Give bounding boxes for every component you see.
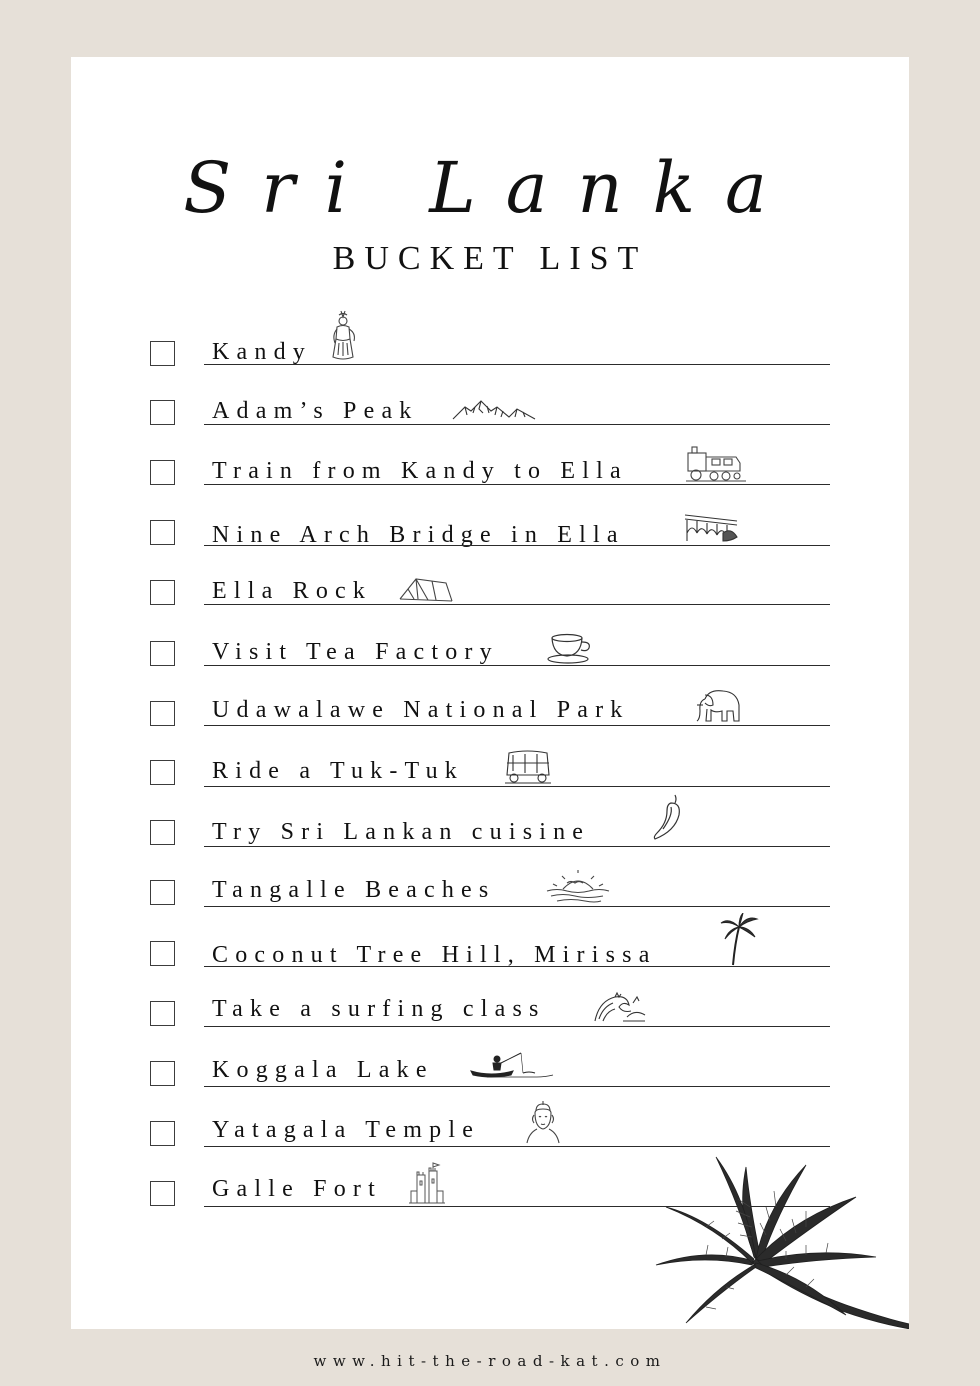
list-item <box>71 877 909 927</box>
teacup-icon <box>547 631 595 665</box>
underline <box>204 725 830 726</box>
chili-icon <box>649 793 689 845</box>
list-item <box>71 937 909 987</box>
checkbox[interactable] <box>150 880 175 905</box>
item-label: Kandy <box>212 339 312 365</box>
checkbox[interactable] <box>150 641 175 666</box>
checkbox[interactable] <box>150 941 175 966</box>
wave-icon <box>593 991 647 1025</box>
elephant-icon <box>691 683 743 725</box>
list-item <box>71 817 909 867</box>
checkbox[interactable] <box>150 760 175 785</box>
item-label: Train from Kandy to Ella <box>212 458 628 484</box>
page-subtitle: BUCKET LIST <box>332 240 648 277</box>
list-item <box>71 697 909 747</box>
checkbox[interactable] <box>150 580 175 605</box>
underline <box>204 786 830 787</box>
boat-icon <box>467 1051 557 1083</box>
tuk-tuk-icon <box>503 747 553 785</box>
list-item <box>71 517 909 567</box>
underline <box>204 364 830 365</box>
list-item <box>71 577 909 627</box>
underline <box>204 604 830 605</box>
checkbox[interactable] <box>150 341 175 366</box>
checkbox[interactable] <box>150 1001 175 1026</box>
item-label: Ella Rock <box>212 578 373 604</box>
list-item <box>71 397 909 447</box>
item-label: Tangalle Beaches <box>212 877 496 903</box>
item-label: Nine Arch Bridge in Ella <box>212 522 625 548</box>
bridge-icon <box>683 507 739 545</box>
mountains-icon <box>451 395 537 423</box>
underline <box>204 484 830 485</box>
underline <box>204 846 830 847</box>
underline <box>204 1026 830 1027</box>
bucket-list <box>71 57 909 1329</box>
palm-tree-icon <box>719 913 759 967</box>
checkbox[interactable] <box>150 1061 175 1086</box>
item-label: Visit Tea Factory <box>212 639 499 665</box>
checkbox[interactable] <box>150 701 175 726</box>
sunset-icon <box>545 869 611 903</box>
item-label: Ride a Tuk-Tuk <box>212 758 464 784</box>
item-label: Adam’s Peak <box>212 398 419 424</box>
item-label: Try Sri Lankan cuisine <box>212 819 591 845</box>
list-item <box>71 757 909 807</box>
dancer-icon <box>323 309 363 363</box>
underline <box>204 1086 830 1087</box>
train-icon <box>684 443 748 483</box>
buddha-icon <box>523 1099 563 1145</box>
item-label: Yatagala Temple <box>212 1117 481 1143</box>
checkbox[interactable] <box>150 520 175 545</box>
list-item <box>71 637 909 687</box>
checkbox[interactable] <box>150 1181 175 1206</box>
item-label: Koggala Lake <box>212 1057 434 1083</box>
underline <box>204 545 830 546</box>
checkbox[interactable] <box>150 1121 175 1146</box>
item-label: Take a surfing class <box>212 996 546 1022</box>
item-label: Udawalawe National Park <box>212 697 630 723</box>
item-label: Coconut Tree Hill, Mirissa <box>212 942 657 968</box>
underline <box>204 424 830 425</box>
underline <box>204 665 830 666</box>
item-label: Galle Fort <box>212 1176 382 1202</box>
list-item <box>71 997 909 1047</box>
underline <box>204 906 830 907</box>
list-item <box>71 457 909 507</box>
fort-icon <box>407 1161 447 1205</box>
bucket-list-sheet <box>71 57 909 1329</box>
page-title: Sri Lanka <box>183 147 797 229</box>
tent-icon <box>396 575 454 605</box>
checkbox[interactable] <box>150 400 175 425</box>
checkbox[interactable] <box>150 820 175 845</box>
checkbox[interactable] <box>150 460 175 485</box>
footer-url: www.hit-the-road-kat.com <box>313 1352 667 1370</box>
list-item <box>71 337 909 387</box>
list-item <box>71 1057 909 1107</box>
palm-branch-icon <box>646 1147 909 1329</box>
